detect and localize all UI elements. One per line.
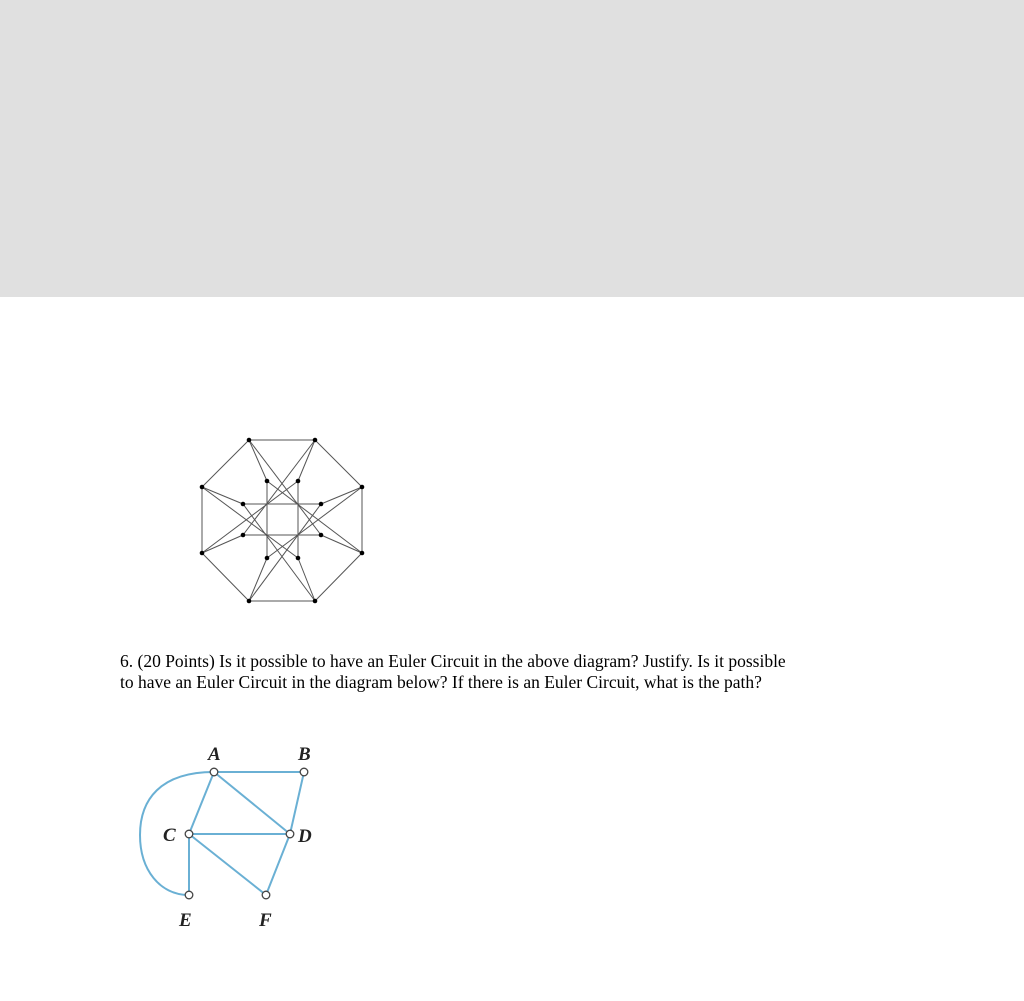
- vertex-f: [262, 891, 270, 899]
- question-line-2: to have an Euler Circuit in the diagram below? If there is an Euler Circuit, what is the path?: [120, 672, 762, 692]
- vertex-d: [286, 830, 294, 838]
- vertex-a: [210, 768, 218, 776]
- vertex-label-b: B: [298, 744, 311, 765]
- vertex-label-d: D: [298, 826, 312, 847]
- question-line-1: 6. (20 Points) Is it possible to have an Euler Circuit in the above diagram? Justify. Is it possible: [120, 651, 786, 671]
- vertex-label-e: E: [179, 910, 192, 931]
- vertex-label-c: C: [163, 825, 176, 846]
- vertex-b: [300, 768, 308, 776]
- vertex-e: [185, 891, 193, 899]
- vertex-label-a: A: [208, 744, 221, 765]
- vertex-c: [185, 830, 193, 838]
- vertex-label-f: F: [259, 910, 272, 931]
